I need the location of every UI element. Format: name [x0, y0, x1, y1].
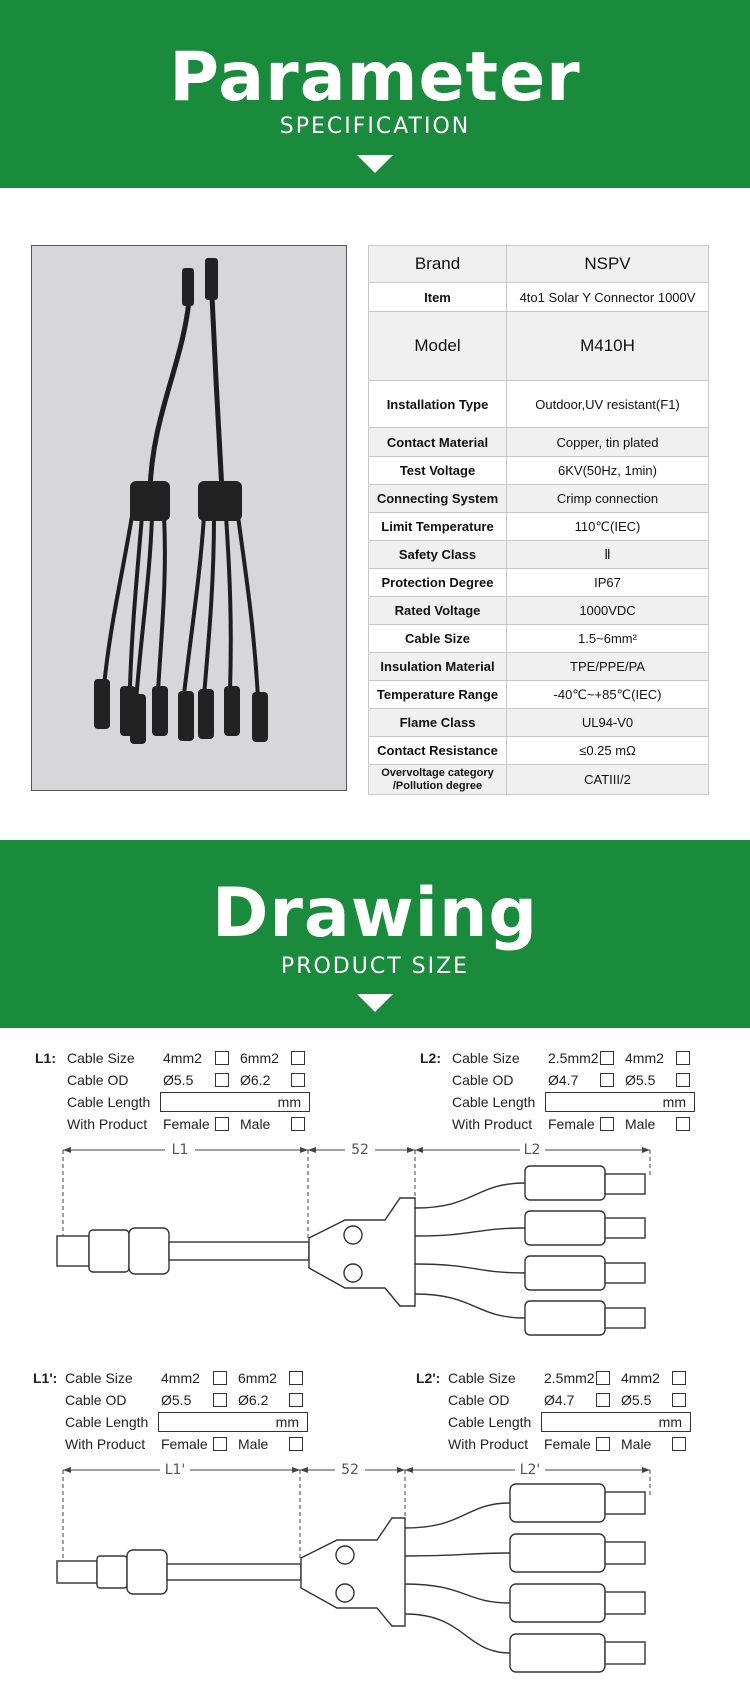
spec-value: Ⅱ: [507, 541, 709, 569]
drawing-top: [55, 1138, 665, 1348]
spec-key: Flame Class: [369, 709, 507, 737]
drawing-title: Drawing: [211, 874, 539, 953]
option-label: 2.5mm2: [548, 1050, 599, 1066]
form-label: Cable Size: [448, 1370, 516, 1386]
spec-row: [369, 381, 709, 428]
spec-key: Safety Class: [369, 541, 507, 569]
dim-l2-prime: L2': [519, 1462, 541, 1478]
option-checkbox[interactable]: [672, 1437, 686, 1451]
option-checkbox[interactable]: [596, 1393, 610, 1407]
spec-row: [369, 457, 709, 485]
option-checkbox[interactable]: [215, 1051, 229, 1065]
option-checkbox[interactable]: [676, 1073, 690, 1087]
parameter-subtitle: SPECIFICATION: [279, 114, 471, 139]
spec-key: Contact Resistance: [369, 737, 507, 765]
form-label: Cable Length: [448, 1414, 532, 1430]
unit-label: mm: [658, 1414, 682, 1430]
option-checkbox[interactable]: [215, 1073, 229, 1087]
unit-label: mm: [275, 1414, 299, 1430]
option-label: 2.5mm2: [544, 1370, 595, 1386]
cable-length-field[interactable]: [158, 1412, 308, 1432]
spec-value: Crimp connection: [507, 485, 709, 513]
spec-key: Protection Degree: [369, 569, 507, 597]
spec-row: [369, 428, 709, 457]
form-label: Cable OD: [65, 1392, 127, 1408]
option-label: Ø5.5: [163, 1072, 194, 1088]
form-label: Cable Length: [67, 1094, 151, 1110]
option-label: Male: [240, 1116, 271, 1132]
option-checkbox[interactable]: [596, 1371, 610, 1385]
spec-key: Overvoltage category /Pollution degree: [369, 765, 507, 795]
spec-value: -40℃~+85℃(IEC): [507, 681, 709, 709]
form-tag: L1:: [35, 1050, 56, 1066]
spec-key: Brand: [369, 246, 507, 283]
form-tag: L2':: [416, 1370, 441, 1386]
option-checkbox[interactable]: [289, 1371, 303, 1385]
spec-value: 6KV(50Hz, 1min): [507, 457, 709, 485]
spec-value: IP67: [507, 569, 709, 597]
dim-52-prime: 52: [341, 1462, 359, 1478]
option-checkbox[interactable]: [676, 1117, 690, 1131]
spec-value: 1000VDC: [507, 597, 709, 625]
y-connector-image: [32, 246, 348, 792]
option-label: Female: [548, 1116, 595, 1132]
form-label: Cable Size: [65, 1370, 133, 1386]
dim-l1-prime: L1': [164, 1462, 186, 1478]
option-label: 4mm2: [621, 1370, 660, 1386]
option-checkbox[interactable]: [600, 1073, 614, 1087]
form-label: Cable OD: [448, 1392, 510, 1408]
form-label: With Product: [65, 1436, 146, 1452]
down-arrow-icon: [357, 994, 393, 1012]
spec-row: [369, 283, 709, 312]
form-label: Cable OD: [67, 1072, 129, 1088]
spec-row: [369, 765, 709, 795]
option-checkbox[interactable]: [213, 1393, 227, 1407]
option-checkbox[interactable]: [291, 1051, 305, 1065]
spec-row: [369, 681, 709, 709]
dim-52: 52: [351, 1142, 369, 1158]
option-label: 4mm2: [161, 1370, 200, 1386]
spec-value: 4to1 Solar Y Connector 1000V: [507, 283, 709, 312]
form-label: Cable Size: [452, 1050, 520, 1066]
drawing-banner: [0, 840, 750, 1028]
option-label: Ø5.5: [161, 1392, 192, 1408]
spec-value: Copper, tin plated: [507, 428, 709, 457]
spec-row: [369, 485, 709, 513]
form-label: Cable Length: [452, 1094, 536, 1110]
option-label: Female: [161, 1436, 208, 1452]
option-checkbox[interactable]: [213, 1371, 227, 1385]
spec-key: Limit Temperature: [369, 513, 507, 541]
spec-key: Model: [369, 312, 507, 381]
drawing-subtitle: PRODUCT SIZE: [280, 954, 470, 979]
spec-key: Cable Size: [369, 625, 507, 653]
option-checkbox[interactable]: [596, 1437, 610, 1451]
option-label: Ø5.5: [625, 1072, 656, 1088]
spec-key: Temperature Range: [369, 681, 507, 709]
option-checkbox[interactable]: [676, 1051, 690, 1065]
option-label: Ø5.5: [621, 1392, 652, 1408]
spec-value: UL94-V0: [507, 709, 709, 737]
unit-label: mm: [662, 1094, 686, 1110]
spec-row: [369, 312, 709, 381]
option-checkbox[interactable]: [291, 1117, 305, 1131]
spec-key: Installation Type: [369, 381, 507, 428]
form-label: With Product: [67, 1116, 148, 1132]
parameter-banner: [0, 0, 750, 188]
option-label: Ø6.2: [240, 1072, 271, 1088]
form-label: Cable OD: [452, 1072, 514, 1088]
spec-value: M410H: [507, 312, 709, 381]
spec-value: CATIII/2: [507, 765, 709, 795]
spec-key: Connecting System: [369, 485, 507, 513]
option-label: Male: [238, 1436, 269, 1452]
spec-row: [369, 709, 709, 737]
spec-key: Insulation Material: [369, 653, 507, 681]
option-label: 6mm2: [238, 1370, 277, 1386]
drawing-bottom: [55, 1458, 665, 1681]
down-arrow-icon: [357, 155, 393, 173]
spec-value: Outdoor,UV resistant(F1): [507, 381, 709, 428]
option-label: Ø6.2: [238, 1392, 269, 1408]
option-label: Female: [163, 1116, 210, 1132]
spec-row: [369, 737, 709, 765]
option-checkbox[interactable]: [215, 1117, 229, 1131]
spec-row: [369, 597, 709, 625]
cable-form-l1: [35, 1050, 335, 1140]
spec-value: NSPV: [507, 246, 709, 283]
spec-row: [369, 625, 709, 653]
option-checkbox[interactable]: [289, 1393, 303, 1407]
option-checkbox[interactable]: [600, 1051, 614, 1065]
spec-key: Contact Material: [369, 428, 507, 457]
option-label: 6mm2: [240, 1050, 279, 1066]
cable-length-field[interactable]: [160, 1092, 310, 1112]
option-checkbox[interactable]: [672, 1371, 686, 1385]
cable-length-field[interactable]: [541, 1412, 691, 1432]
unit-label: mm: [277, 1094, 301, 1110]
parameter-title: Parameter: [169, 38, 581, 117]
spec-key: Test Voltage: [369, 457, 507, 485]
form-tag: L1':: [33, 1370, 58, 1386]
cable-form-l1p: [33, 1370, 333, 1460]
spec-key: Rated Voltage: [369, 597, 507, 625]
spec-value: 1.5~6mm²: [507, 625, 709, 653]
spec-row: [369, 513, 709, 541]
option-checkbox[interactable]: [213, 1437, 227, 1451]
option-label: 4mm2: [163, 1050, 202, 1066]
spec-value: 110℃(IEC): [507, 513, 709, 541]
form-label: With Product: [452, 1116, 533, 1132]
option-label: 4mm2: [625, 1050, 664, 1066]
form-label: Cable Length: [65, 1414, 149, 1430]
cable-form-l2: [420, 1050, 720, 1140]
form-label: With Product: [448, 1436, 529, 1452]
spec-value: TPE/PPE/PA: [507, 653, 709, 681]
cable-form-l2p: [416, 1370, 716, 1460]
option-label: Ø4.7: [548, 1072, 579, 1088]
form-tag: L2:: [420, 1050, 441, 1066]
product-photo: [31, 245, 347, 791]
spec-value: ≤0.25 mΩ: [507, 737, 709, 765]
spec-row: [369, 569, 709, 597]
option-checkbox[interactable]: [291, 1073, 305, 1087]
spec-row: [369, 653, 709, 681]
spec-key: Item: [369, 283, 507, 312]
option-label: Female: [544, 1436, 591, 1452]
form-label: Cable Size: [67, 1050, 135, 1066]
option-checkbox[interactable]: [600, 1117, 614, 1131]
option-checkbox[interactable]: [289, 1437, 303, 1451]
dim-l2: L2: [523, 1142, 541, 1158]
option-label: Ø4.7: [544, 1392, 575, 1408]
spec-table: [368, 245, 709, 795]
dim-l1: L1: [171, 1142, 189, 1158]
spec-row: [369, 541, 709, 569]
option-checkbox[interactable]: [672, 1393, 686, 1407]
cable-length-field[interactable]: [545, 1092, 695, 1112]
option-label: Male: [621, 1436, 652, 1452]
spec-row: [369, 246, 709, 283]
option-label: Male: [625, 1116, 656, 1132]
